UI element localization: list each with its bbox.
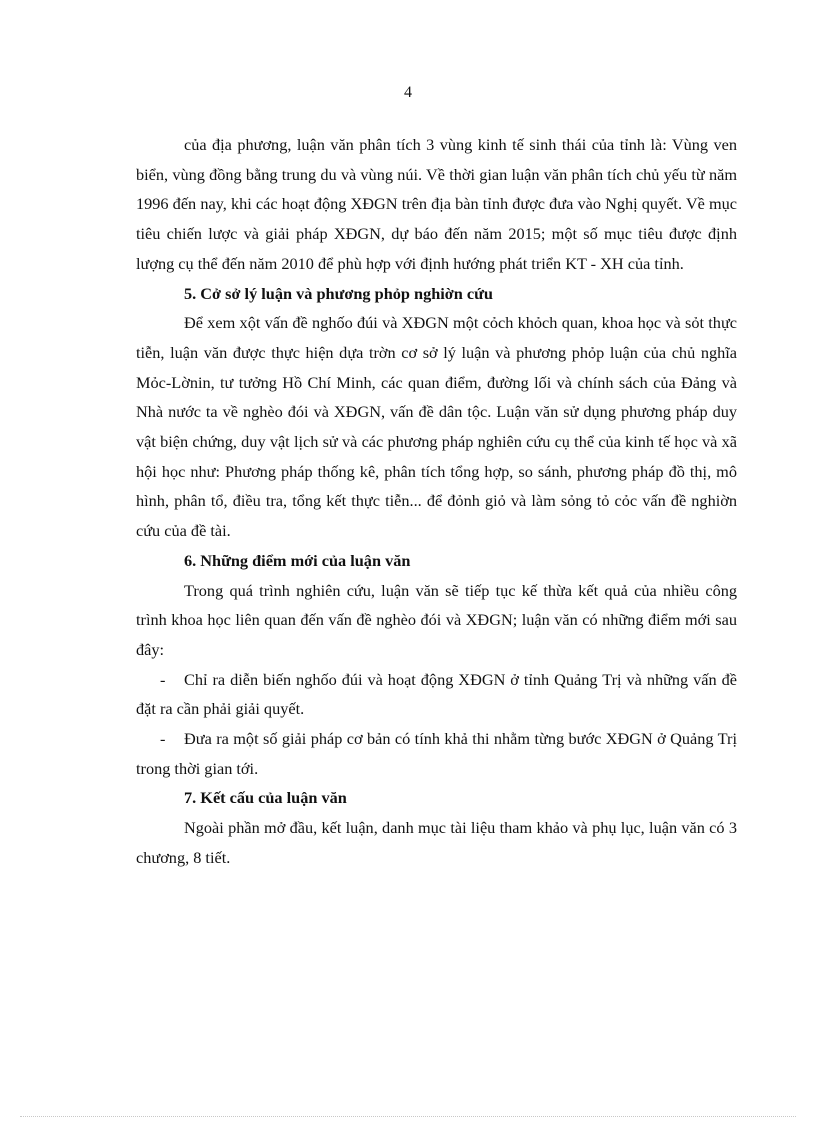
intro-paragraph: của địa phương, luận văn phân tích 3 vùng kinh tế sinh thái của tỉnh là: Vùng ven biển, vùng đồng bằng trung du và vùng núi. Về thời gian luận văn phân tích chủ yếu từ năm 1996 đến nay, khi các hoạt động XĐGN trên địa bàn tỉnh được đưa vào Nghị quyết. Về mục tiêu chiến lược và giải pháp XĐGN, dự báo đến năm 2015; một số mục tiêu được định lượng cụ thể đến năm 2010 để phù hợp với định hướng phát triển KT - XH của tỉnh.: [136, 135, 737, 273]
section-6-paragraph: Trong quá trình nghiên cứu, luận văn sẽ tiếp tục kế thừa kết quả của nhiều công trình khoa học liên quan đến vấn đề nghèo đói và XĐGN; luận văn có những điểm mới sau đây:: [136, 580, 737, 659]
section-5-paragraph: Để xem xột vấn đề nghốo đúi và XĐGN một cỏch khỏch quan, khoa học và sỏt thực tiễn, luận văn được thực hiện dựa trờn cơ sở lý luận và phương phỏp luận của chủ nghĩa Mỏc-Lờnin, tư tưởng Hồ Chí Minh, các quan điểm, đường lối và chính sách của Đảng và Nhà nước ta về nghèo đói và XĐGN, vấn đề dân tộc. Luận văn sử dụng phương pháp duy vật biện chứng, duy vật lịch sử và các phương pháp nghiên cứu cụ thể của kinh tế học và xã hội học như: Phương pháp thống kê, phân tích tổng hợp, so sánh, phương pháp đồ thị, mô hình, phân tổ, điều tra, tổng kết thực tiễn... để đỏnh giỏ và làm sỏng tỏ cỏc vấn đề nghiờn cứu của đề tài.: [136, 313, 737, 541]
bullet-text: Chỉ ra diễn biến nghốo đúi và hoạt động XĐGN ở tỉnh Quảng Trị và những vấn đề đặt ra cần phải giải quyết.: [136, 669, 737, 719]
bullet-item: [136, 724, 737, 783]
document-body: [136, 130, 737, 873]
bullet-dash: -: [160, 729, 166, 749]
bullet-dash: -: [160, 669, 166, 689]
page-bottom-divider: [20, 1116, 796, 1117]
section-7-heading: 7. Kết cấu của luận văn: [184, 788, 347, 808]
page-number: 4: [404, 84, 412, 101]
section-5-heading: 5. Cở sở lý luận và phương phỏp nghiờn cứu: [184, 283, 493, 303]
section-6-heading: 6. Những điểm mới của luận văn: [184, 550, 411, 570]
section-7-paragraph: Ngoài phần mở đầu, kết luận, danh mục tài liệu tham khảo và phụ lục, luận văn có 3 chương, 8 tiết.: [136, 818, 737, 867]
bullet-text: Đưa ra một số giải pháp cơ bản có tính khả thi nhằm từng bước XĐGN ở Quảng Trị trong thời gian tới.: [136, 729, 737, 778]
bullet-item: [136, 665, 737, 724]
